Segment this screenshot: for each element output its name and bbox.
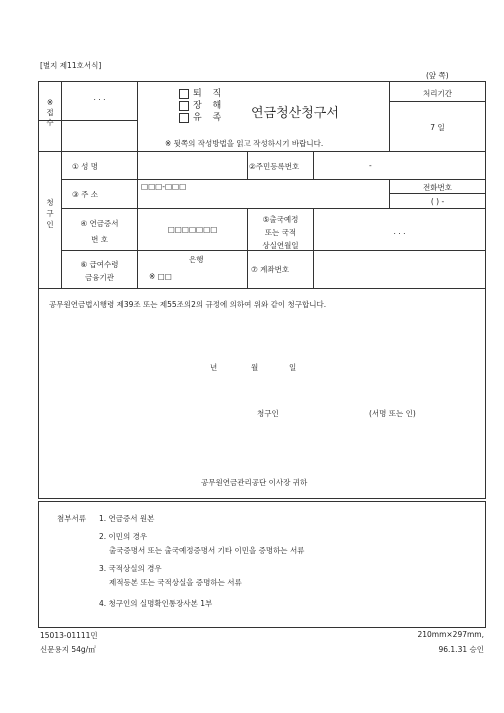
divider [39, 151, 485, 152]
checkbox-icon[interactable] [179, 101, 189, 111]
receipt-label-block [44, 98, 56, 128]
addressee: 공무원연금관리공단 이사장 귀하 [201, 478, 308, 487]
bank-code[interactable]: ※ □□ [149, 272, 172, 281]
form-code: 15013-01111민 [40, 631, 98, 640]
option-disability[interactable]: 장 해 [179, 100, 225, 112]
claim-type-options [179, 88, 225, 124]
divider [137, 151, 138, 288]
signer-label: 청구인 [257, 409, 279, 418]
attachment-item: 1. 연금증서 원본 [99, 514, 155, 523]
option-retirement[interactable]: 퇴 직 [179, 88, 225, 100]
approval-date: 96.1.31 승인 [438, 645, 484, 654]
address-zipcode[interactable]: □□□-□□□ [141, 182, 187, 191]
address-label: ③ 주 소 [72, 190, 98, 199]
claim-statement: 공무원연금법시행령 제39조 또는 제55조의2의 규정에 의하여 위와 같이 청구합니다. [49, 300, 327, 309]
rrn-label: ②주민등록번호 [249, 162, 300, 171]
divider [61, 82, 62, 288]
paper-spec: 신문용지 54g/㎡ [40, 645, 96, 654]
attachment-item: 4. 청구인의 실명확인통장사본 1부 [99, 599, 213, 608]
name-label: ① 성 명 [72, 162, 98, 171]
signature-note: (서명 또는 인) [369, 409, 416, 418]
claimant-side-label: 청구인 [46, 198, 54, 229]
divider [389, 101, 485, 102]
bank-label: ⑥ 급여수령 금융기관 [80, 260, 119, 282]
rrn-value[interactable]: - [369, 161, 372, 170]
attachments-box [38, 501, 486, 628]
divider [137, 82, 138, 151]
processing-period-label: 처리기간 [423, 89, 452, 98]
receipt-label: 접수 [46, 108, 54, 127]
departure-date-value[interactable]: . . . [393, 227, 406, 236]
departure-date-label: ⑤출국예정 또는 국적 상실연월일 [262, 215, 299, 250]
pension-cert-number[interactable]: □□□□□□□ [167, 225, 218, 234]
divider [389, 193, 485, 194]
divider [61, 179, 485, 180]
date-day: 일 [289, 363, 297, 372]
page-side-label: (앞 쪽) [426, 71, 449, 80]
phone-label: 전화번호 [423, 183, 452, 192]
bank-name[interactable]: 은행 [189, 255, 204, 264]
divider [247, 151, 248, 179]
attachments-title: 첨부서류 [57, 514, 86, 523]
attachment-item: 2. 이민의 경우 [99, 532, 148, 541]
date-month: 월 [251, 363, 259, 372]
instruction-note: ※ 뒷쪽의 작성방법을 읽고 작성하시기 바랍니다. [165, 139, 324, 148]
divider [313, 208, 314, 288]
processing-period-value: 7 일 [430, 123, 445, 132]
phone-value[interactable]: ( ) - [430, 197, 445, 206]
attachment-item: 출국증명서 또는 출국예정증명서 기타 이민을 증명하는 서류 [109, 546, 305, 555]
divider [313, 151, 314, 179]
pension-cert-label: ④ 연금증서 번 호 [80, 219, 119, 244]
attachment-item: 제적등본 또는 국적상실을 증명하는 서류 [109, 578, 242, 587]
form-number: [별지 제11호서식] [40, 61, 102, 70]
date-year: 년 [210, 363, 218, 372]
divider [61, 208, 485, 209]
divider [39, 288, 485, 289]
receipt-date: . . . [93, 93, 106, 102]
option-survivor[interactable]: 유 족 [179, 112, 225, 124]
application-form [38, 81, 486, 499]
checkbox-icon[interactable] [179, 89, 189, 99]
attachment-item: 3. 국적상실의 경우 [99, 564, 162, 573]
page-size: 210mm×297mm, [417, 630, 484, 639]
receipt-mark: ※ [46, 98, 54, 107]
checkbox-icon[interactable] [179, 113, 189, 123]
account-number-label: ⑦ 계좌번호 [251, 265, 290, 274]
form-title: 연금청산청구서 [251, 106, 339, 121]
